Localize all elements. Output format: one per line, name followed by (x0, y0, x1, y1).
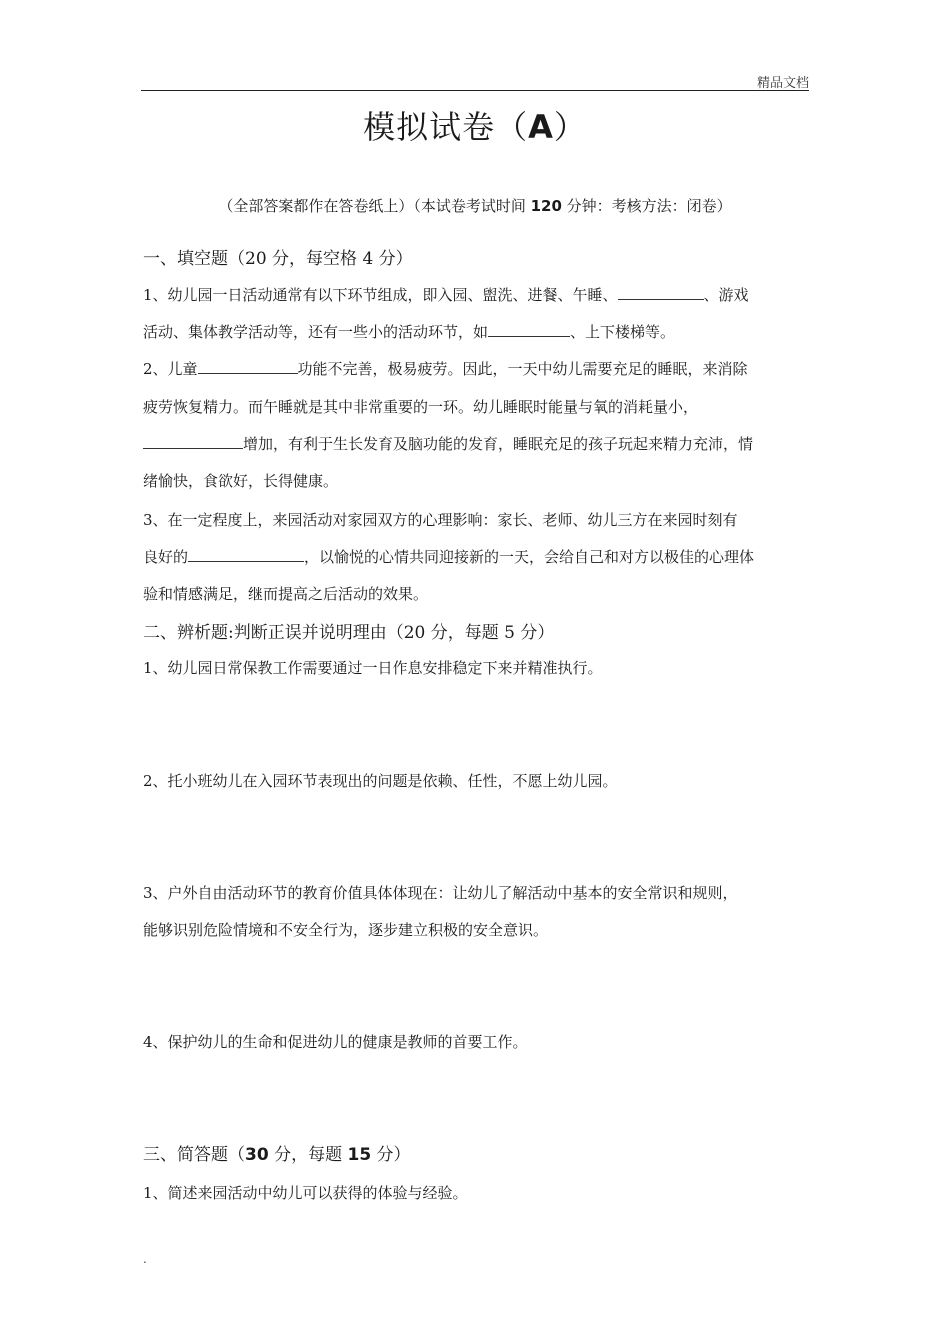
q2-line4: 绪愉快，食欲好，长得健康。 (143, 472, 339, 490)
title-main: 模拟试卷（ (363, 108, 529, 146)
judge-q4: 4、保护幼儿的生命和促进幼儿的健康是教师的首要工作。 (143, 1033, 528, 1051)
judge-q1: 1、幼儿园日常保教工作需要通过一日作息安排稳定下来并精准执行。 (143, 659, 603, 677)
q1-line2 (143, 321, 675, 342)
q1-text-a: 1、幼儿园一日活动通常有以下环节组成，即入园、盥洗、进餐、午睡、 (143, 286, 618, 304)
q3-line2 (143, 546, 754, 567)
section-judge-heading: 二、辨析题:判断正误并说明理由（20 分，每题 5 分） (143, 623, 555, 643)
header-label: 精品文档 (756, 76, 809, 91)
note-minutes: 120 (530, 197, 562, 215)
q2-text-b: 功能不完善，极易疲劳。因此，一天中幼儿需要充足的睡眠，来消除 (297, 360, 748, 378)
short-heading-part2: 分，每题 (268, 1145, 348, 1165)
q2-line3 (143, 433, 753, 454)
title-letter: A (528, 108, 554, 146)
section-short-heading (143, 1140, 411, 1165)
q3-line1: 3、在一定程度上，来园活动对家园双方的心理影响：家长、老师、幼儿三方在来园时刻有 (143, 511, 738, 529)
answer-blank (198, 359, 298, 374)
judge-q3-line2: 能够识别危险情境和不安全行为，逐步建立积极的安全意识。 (143, 921, 549, 939)
judge-q3-line1: 3、户外自由活动环节的教育价值具体体现在：让幼儿了解活动中基本的安全常识和规则， (143, 884, 738, 902)
judge-q2: 2、托小班幼儿在入园环节表现出的问题是依赖、任性，不愿上幼儿园。 (143, 772, 618, 790)
q2-text-c: 增加，有利于生长发育及脑功能的发育，睡眠充足的孩子玩起来精力充沛，情 (243, 435, 754, 453)
q2-line2: 疲劳恢复精力。而午睡就是其中非常重要的一环。幼儿睡眠时能量与氧的消耗量小， (143, 398, 699, 416)
answer-blank (143, 434, 243, 449)
q3-line3: 验和情感满足，继而提高之后活动的效果。 (143, 585, 429, 603)
q2-text-a: 2、儿童 (143, 360, 198, 378)
footer-mark: . (143, 1252, 147, 1266)
q3-text-b: ，以愉悦的心情共同迎接新的一天，会给自己和对方以极佳的心理体 (304, 548, 755, 566)
q1-text-d: 、上下楼梯等。 (570, 323, 676, 341)
short-heading-each: 15 (347, 1145, 372, 1165)
exam-note (0, 195, 950, 216)
section-fill-heading: 一、填空题（20 分，每空格 4 分） (143, 249, 413, 269)
q3-text-a: 良好的 (143, 548, 189, 566)
answer-blank (188, 547, 304, 562)
short-heading-part1: 三、简答题（ (143, 1145, 245, 1165)
q1-line1 (143, 284, 749, 305)
page-title (0, 102, 950, 148)
q1-text-b: 、游戏 (703, 286, 749, 304)
header-divider (141, 90, 809, 91)
q1-text-c: 活动、集体教学活动等，还有一些小的活动环节，如 (143, 323, 489, 341)
short-q1: 1、简述来园活动中幼儿可以获得的体验与经验。 (143, 1184, 468, 1202)
answer-blank (618, 285, 704, 300)
note-part1: （全部答案都作在答卷纸上）（本试卷考试时间 (218, 197, 531, 215)
note-part2: 分钟：考核方法：闭卷） (561, 197, 732, 215)
title-close: ） (553, 108, 587, 146)
answer-blank (488, 322, 570, 337)
q2-line1 (143, 358, 748, 379)
short-heading-part3: 分） (371, 1145, 411, 1165)
short-heading-score: 30 (245, 1145, 269, 1165)
